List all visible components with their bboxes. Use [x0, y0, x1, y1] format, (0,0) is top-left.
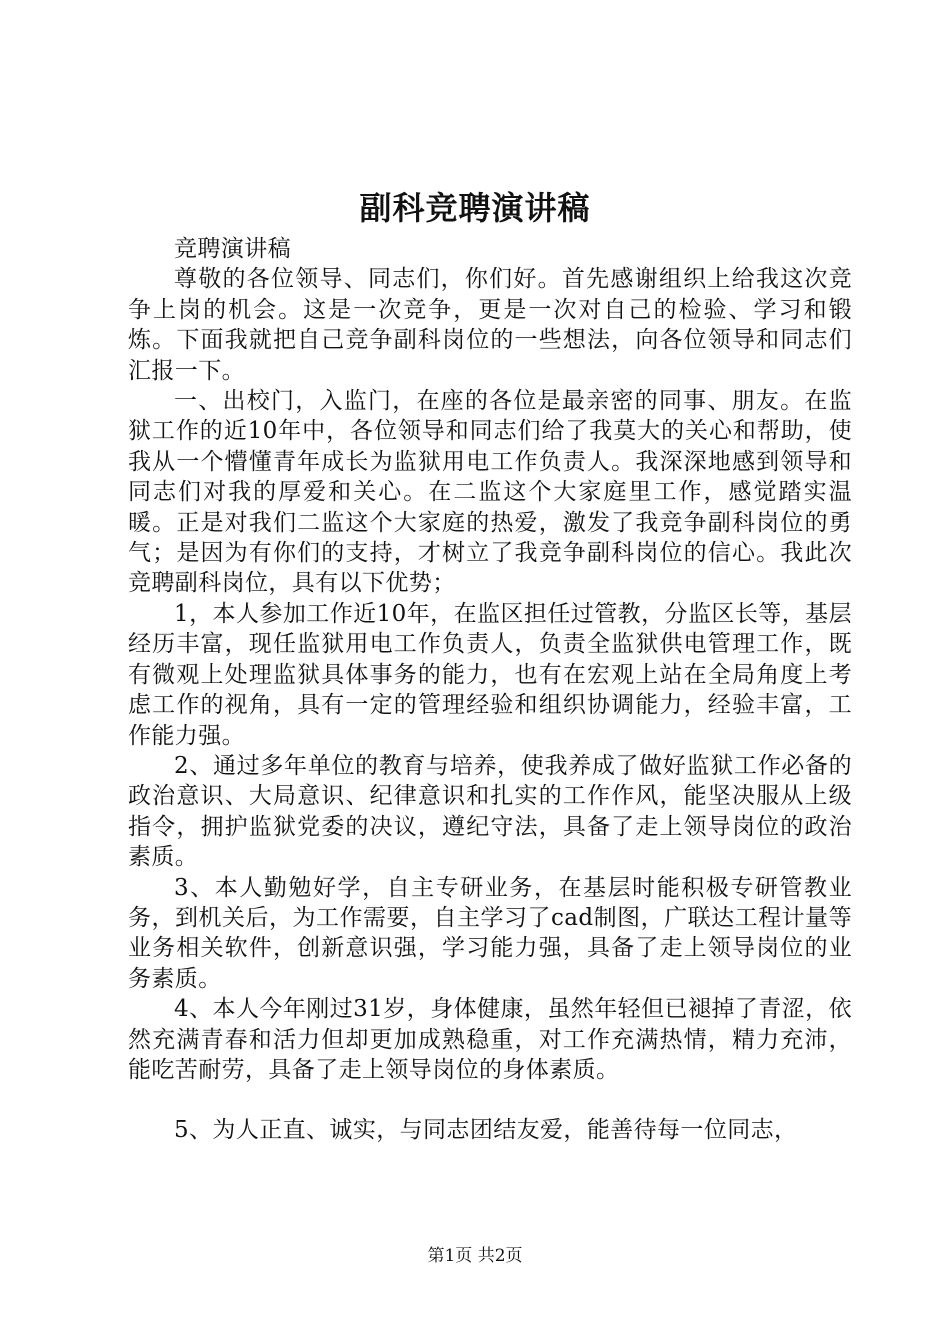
paragraph-point-2: 2、通过多年单位的教育与培养，使我养成了做好监狱工作必备的政治意识、大局意识、纪律意识和扎实的工作作风，能坚决服从上级指令，拥护监狱党委的决议，遵纪守法，具备了走上领导岗位的政治素质。	[128, 752, 852, 871]
paragraph-point-5: 5、为人正直、诚实，与同志团结友爱，能善待每一位同志，	[174, 1117, 798, 1144]
paragraph-point-3: 3、本人勤勉好学，自主专研业务，在基层时能积极专研管教业务，到机关后，为工作需要，自主学习了cad制图，广联达工程计量等业务相关软件，创新意识强，学习能力强，具备了走上领导岗位的业务素质。	[128, 874, 852, 992]
paragraph-heading: 竞聘演讲稿	[174, 236, 291, 262]
document-title: 副科竞聘演讲稿	[359, 189, 591, 227]
paragraph-section-one: 一、出校门，入监门，在座的各位是最亲密的同事、朋友。在监狱工作的近10年中，各位领导和同志们给了我莫大的关心和帮助，使我从一个懵懂青年成长为监狱用电工作负责人。我深深地感到领导和同志们对我的厚爱和关心。在二监这个大家庭里工作，感觉踏实温暖。正是对我们二监这个大家庭的热爱，激发了我竞争副科岗位的勇气；是因为有你们的支持，才树立了我竞争副科岗位的信心。我此次竞聘副科岗位，具有以下优势；	[128, 388, 852, 597]
paragraph-greeting: 尊敬的各位领导、同志们，你们好。首先感谢组织上给我这次竞争上岗的机会。这是一次竞争，更是一次对自己的检验、学习和锻炼。下面我就把自己竞争副科岗位的一些想法，向各位领导和同志们汇报一下。	[128, 266, 852, 384]
paragraph-point-1: 1，本人参加工作近10年，在监区担任过管教，分监区长等，基层经历丰富，现任监狱用电工作负责人，负责全监狱供电管理工作，既有微观上处理监狱具体事务的能力，也有在宏观上站在全局角度上考虑工作的视角，具有一定的管理经验和组织协调能力，经验丰富，工作能力强。	[128, 600, 852, 749]
paragraph-point-4: 4、本人今年刚过31岁，身体健康，虽然年轻但已褪掉了青涩，依然充满青春和活力但却更加成熟稳重，对工作充满热情，精力充沛，能吃苦耐劳，具备了走上领导岗位的身体素质。	[128, 996, 852, 1083]
page-number-footer: 第1页 共2页	[427, 1246, 523, 1266]
document-body	[128, 234, 852, 1146]
